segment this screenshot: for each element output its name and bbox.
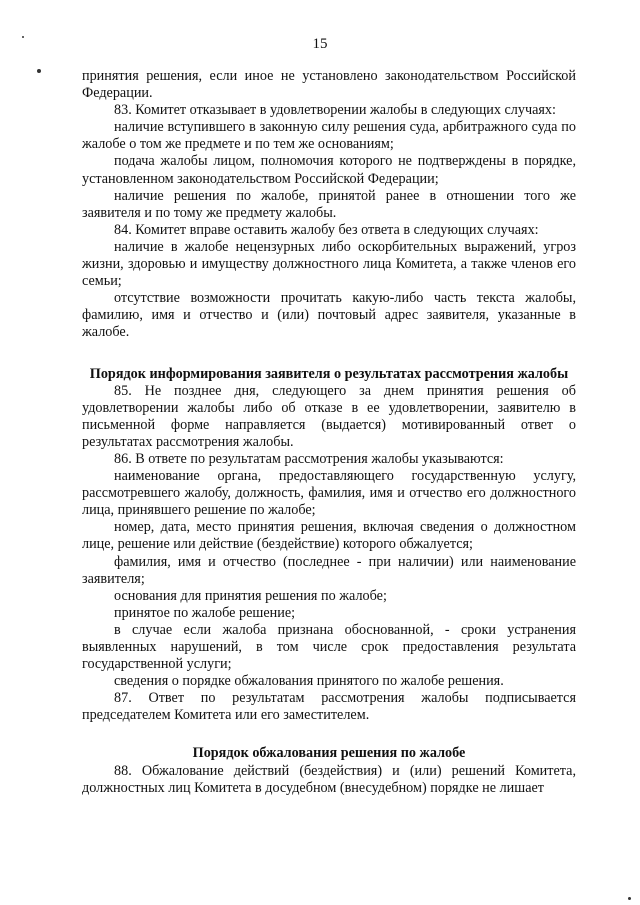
paragraph: подача жалобы лицом, полномочия которого не подтверждены в порядке, установленном законодательством Российской Федерации; <box>82 153 576 187</box>
scan-dot <box>22 36 24 38</box>
paragraph: 86. В ответе по результатам рассмотрения жалобы указываются: <box>114 450 504 467</box>
section-heading: Порядок обжалования решения по жалобе <box>192 745 466 762</box>
paragraph: 83. Комитет отказывает в удовлетворении жалобы в следующих случаях: <box>114 102 556 119</box>
paragraph: фамилия, имя и отчество (последнее - при наличии) или наименование заявителя; <box>82 553 576 587</box>
paragraph: наличие решения по жалобе, принятой ранее в отношении того же заявителя и по тому же предмету жалобы. <box>82 187 576 221</box>
document-body <box>82 68 576 797</box>
paragraph: отсутствие возможности прочитать какую-либо часть текста жалобы, фамилию, имя и отчество и (или) почтовый адрес заявителя, указанные в жалобе. <box>82 290 576 341</box>
page-number: 15 <box>312 36 328 52</box>
paragraph: 87. Ответ по результатам рассмотрения жалобы подписывается председателем Комитета или его заместителем. <box>82 690 576 724</box>
paragraph: 85. Не позднее дня, следующего за днем принятия решения об удовлетворении жалобы либо об отказе в ее удовлетворении, заявителю в письменной форме направляется (выдается) мотивированный ответ о результатах рассмотрения жалобы. <box>82 382 576 450</box>
scan-dot <box>628 897 631 900</box>
paragraph: наличие вступившего в законную силу решения суда, арбитражного суда по жалобе о том же предмете и по тем же основаниям; <box>82 119 576 153</box>
spacer <box>82 342 576 366</box>
paragraph: принятия решения, если иное не установлено законодательством Российской Федерации. <box>82 68 576 102</box>
scan-dot <box>37 69 41 73</box>
paragraph: 88. Обжалование действий (бездействия) и (или) решений Комитета, должностных лиц Комитета в досудебном (внесудебном) порядке не лишает <box>82 762 576 796</box>
paragraph: основания для принятия решения по жалобе; <box>114 587 387 604</box>
section-heading: Порядок информирования заявителя о результатах рассмотрения жалобы <box>89 365 569 382</box>
paragraph: наличие в жалобе нецензурных либо оскорбительных выражений, угроз жизни, здоровью и имуществу должностного лица Комитета, а также членов его семьи; <box>82 238 576 290</box>
paragraph: номер, дата, место принятия решения, включая сведения о должностном лице, решение или действие (бездействие) которого обжалуется; <box>82 519 576 553</box>
paragraph: наименование органа, предоставляющего государственную услугу, рассмотревшего жалобу, должность, фамилия, имя и отчество его должностного лица, принявшего решение по жалобе; <box>82 468 576 519</box>
paragraph: 84. Комитет вправе оставить жалобу без ответа в следующих случаях: <box>114 221 539 238</box>
paragraph: принятое по жалобе решение; <box>114 604 296 621</box>
paragraph: в случае если жалоба признана обоснованной, - сроки устранения выявленных нарушений, в том числе срок предоставления результата государственной услуги; <box>82 621 576 673</box>
paragraph: сведения о порядке обжалования принятого по жалобе решения. <box>114 673 504 690</box>
spacer <box>82 724 576 745</box>
